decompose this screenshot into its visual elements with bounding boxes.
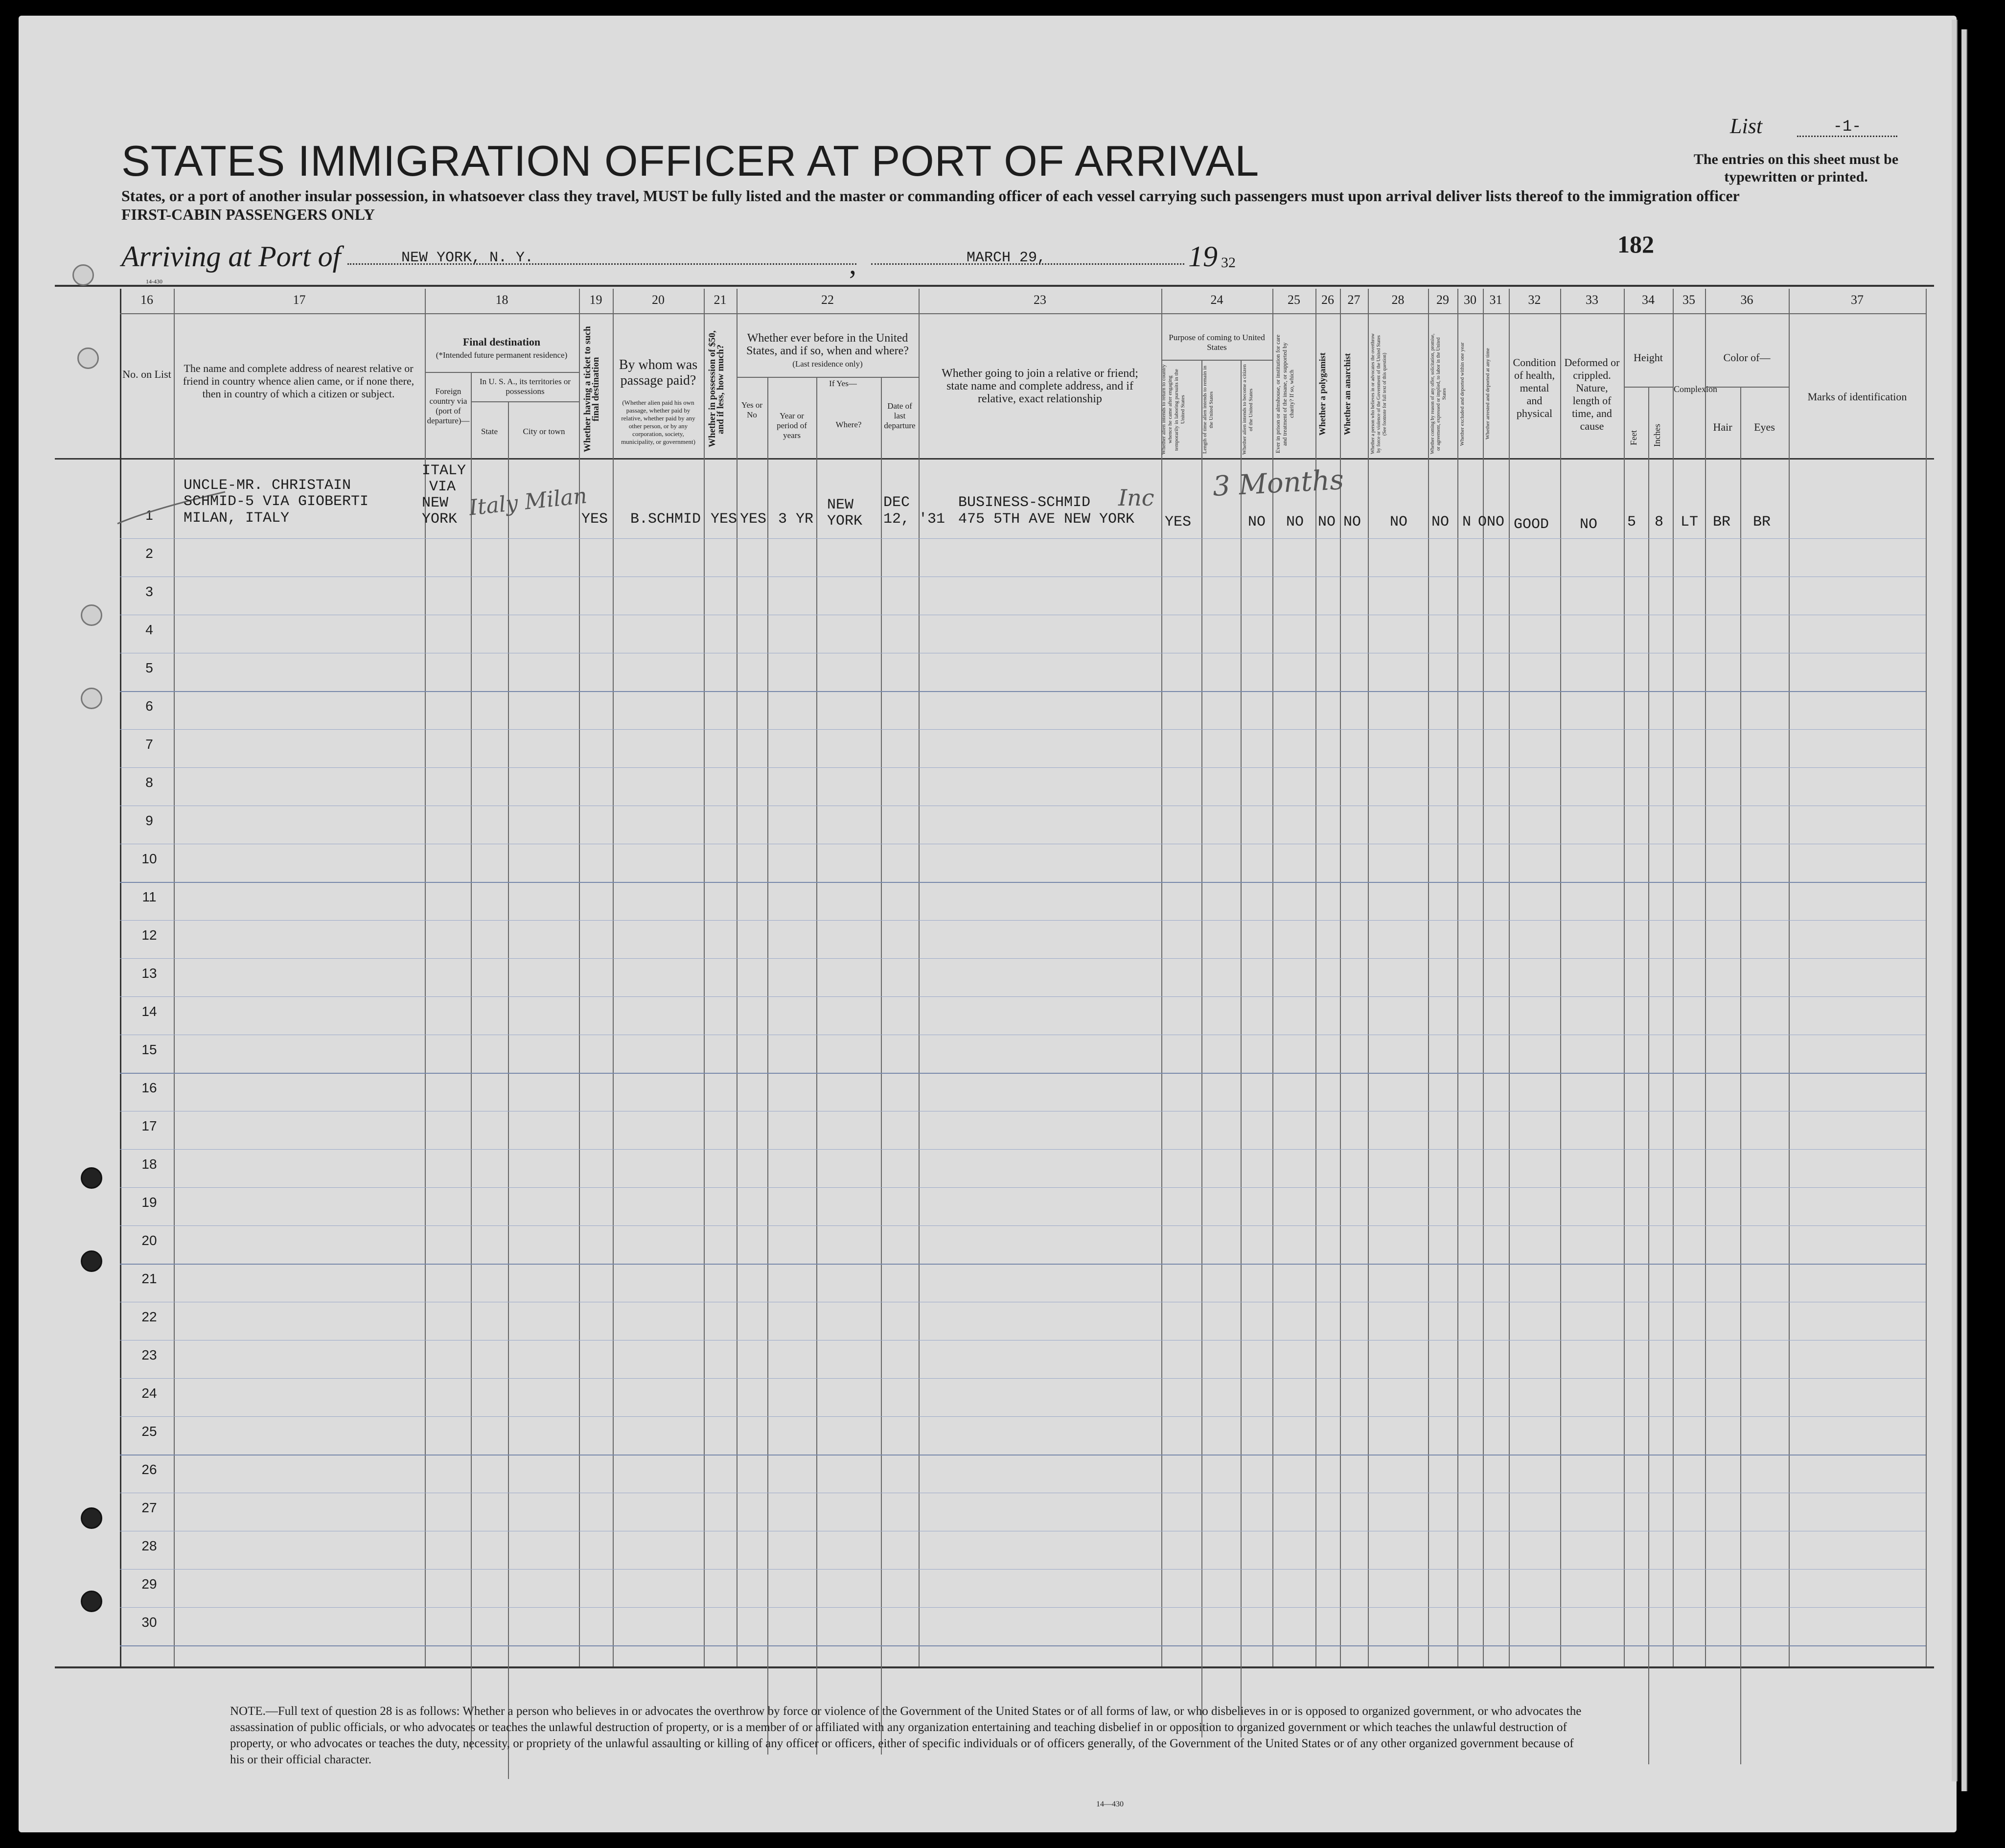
row-number: 2 (145, 546, 153, 561)
row-rule (120, 1225, 1926, 1226)
column-line (1926, 289, 1927, 1666)
header-hair: Hair (1713, 421, 1732, 433)
year-suffix: 32 (1221, 254, 1236, 271)
column-line (1648, 387, 1649, 1764)
header-height: Height (1634, 351, 1663, 364)
row-rule (120, 1073, 1926, 1074)
row-number: 23 (141, 1347, 157, 1363)
relative-address-city: MILAN, ITALY (184, 510, 290, 527)
row-number: 27 (141, 1500, 157, 1515)
header-city: City or town (523, 427, 565, 436)
row-number: 9 (145, 813, 153, 828)
row-rule (120, 1378, 1926, 1379)
table-top-rule (55, 285, 1934, 287)
before-where-1: NEW (827, 497, 854, 513)
header-final-destination-sub: (*Intended future permanent residence) (436, 350, 568, 360)
col-num-27: 27 (1347, 293, 1360, 307)
arrival-date: MARCH 29, (967, 250, 1046, 266)
arriving-label: Arriving at Port of (121, 240, 341, 273)
col-num-36: 36 (1740, 293, 1753, 307)
row-number: 25 (141, 1424, 157, 1439)
footnote: NOTE.—Full text of question 28 is as follows: Whether a person who believes in or advocates the overthrow by force or violence of the Government of the United States or of all forms of law, or who disbelieves in or is opposed to organized government, or who advocates the assassination of public officials, or who advocates or teaches the unlawful destruction of property, or is a member of or affiliated with any organization entertaining and teaching disbelief in or opposition to organized government or which teaches the unlawful destruction of property, or who advocates or teaches the duty, necessity, or propriety of the unlawful assaulting or killing of any officer or officers, either of specific individuals or of officers generally, of the Government of the United States or of any other organized government because of his or their official character. (230, 1705, 1582, 1766)
header-eyes: Eyes (1754, 421, 1775, 433)
list-label: List (1730, 114, 1763, 138)
header-complexion: Complexion (1674, 384, 1717, 394)
fifty-dollars-value: YES (711, 511, 737, 528)
header-going-to-join: Whether going to join a relative or friend; state name and complete address, and if relative, exact relationship (942, 367, 1138, 405)
row-number: 5 (145, 660, 153, 675)
form-code-top: 14-430 (146, 278, 162, 285)
header-return-intent: Whether alien intends to return to country whence he came after engaging temporarily in laboring pursuits in the United States (1161, 364, 1186, 455)
col-num-33: 33 (1586, 293, 1598, 307)
header-labor-offer: Whether coming by reason of any offer, solicitation, promise, or agreement, expressed or implied, to labor in the United States (1430, 333, 1447, 455)
inches-value: 8 (1655, 514, 1664, 531)
class-line: FIRST-CABIN PASSENGERS ONLY (121, 206, 375, 223)
column-line (1428, 289, 1429, 1666)
header-in-usa: In U. S. A., its territories or possessions (479, 377, 571, 396)
overthrow-value: NO (1390, 514, 1408, 531)
row-rule (120, 958, 1926, 959)
header-feet: Feet (1629, 430, 1638, 446)
row-number: 10 (141, 851, 157, 866)
row-number: 3 (145, 584, 153, 599)
column-line (919, 289, 920, 1666)
column-line (471, 372, 472, 1750)
row-number: 30 (141, 1615, 157, 1630)
deformed-value: NO (1580, 516, 1598, 533)
row-rule (120, 729, 1926, 730)
header-sub-rule (737, 377, 919, 378)
header-before-in-us-sub: (Last residence only) (792, 359, 863, 369)
column-line (1509, 289, 1510, 1666)
header-date-departure: Date of last departure (884, 401, 916, 430)
passage-paid-value: B.SCHMID (630, 511, 701, 528)
foreign-country: ITALY (422, 462, 466, 479)
row-number: 29 (141, 1576, 157, 1592)
column-line (1740, 387, 1741, 1764)
state-handwritten: Italy Milan (467, 483, 588, 521)
binder-hole (81, 1167, 102, 1189)
row-rule (120, 920, 1926, 921)
before-yes-no: YES (740, 511, 767, 528)
header-ticket: Whether having a ticket to such final destination (582, 326, 601, 452)
header-year-period: Year or period of years (777, 411, 807, 440)
binder-hole (81, 1507, 102, 1529)
comma: , (849, 248, 856, 280)
col-num-17: 17 (293, 293, 306, 307)
header-health: Condition of health, mental and physical (1513, 356, 1556, 419)
col-num-16: 16 (140, 293, 153, 307)
column-line (1560, 289, 1561, 1666)
binder-hole (81, 1591, 102, 1612)
entries-note: The entries on this sheet must be typewritten or printed. (1693, 151, 1899, 185)
col-num-37: 37 (1851, 293, 1864, 307)
column-line (704, 289, 705, 1666)
header-foreign-country: Foreign country via (port of departure)— (427, 387, 470, 425)
header-sub-rule (471, 401, 579, 402)
header-fifty-dollars: Whether in possession of $50, and if less, how much? (707, 330, 726, 448)
header-yes-or-no: Yes or No (741, 400, 763, 419)
col-num-24: 24 (1210, 293, 1223, 307)
row-number: 24 (141, 1386, 157, 1401)
header-arrested: Whether arrested and deported at any time (1485, 348, 1491, 440)
binder-hole (81, 688, 102, 709)
row-rule (120, 767, 1926, 768)
return-value: YES (1165, 514, 1192, 531)
complexion-value: LT (1681, 514, 1699, 531)
eyes-value: BR (1753, 514, 1771, 531)
column-line (1624, 289, 1625, 1666)
row-number: 21 (141, 1271, 157, 1286)
row-number: 26 (141, 1462, 157, 1477)
sheet-number: 182 (1617, 231, 1654, 258)
row-number: 12 (141, 927, 157, 943)
header-become-citizen: Whether alien intends to become a citizen of the United States (1242, 364, 1254, 455)
row-number: 17 (141, 1118, 157, 1133)
column-line (816, 377, 817, 1755)
binder-hole (72, 264, 94, 286)
header-final-destination: Final destination (462, 336, 541, 348)
row-number: 8 (145, 775, 153, 790)
col-num-19: 19 (589, 293, 602, 307)
manifest-page (19, 16, 1957, 1832)
header-before-in-us: Whether ever before in the United States, and if so, when and where? (746, 332, 909, 357)
row-number: 22 (141, 1309, 157, 1324)
header-passage-paid-sub: (Whether alien paid his own passage, whether paid by relative, whether paid by any other person, or by any corporation, society, municipality, or government) (621, 399, 695, 445)
col-num-23: 23 (1034, 293, 1046, 307)
before-date-2: 12, '31 (883, 511, 945, 528)
row-rule (120, 1264, 1926, 1265)
header-state: State (481, 427, 498, 436)
header-purpose: Purpose of coming to United States (1169, 333, 1265, 352)
header-marks: Marks of identification (1807, 391, 1907, 403)
col-num-21: 21 (714, 293, 727, 307)
column-line (1161, 289, 1162, 1666)
row-number: 6 (145, 698, 153, 714)
header-prison: Ever in prison or almshouse, or institution for care and treatment of the insane, or supported by charity? If so, which (1274, 334, 1295, 454)
relative-name: UNCLE-MR. CHRISTAIN (184, 477, 351, 494)
column-line (1673, 289, 1674, 1666)
column-number-rule (120, 313, 1926, 314)
column-line (508, 401, 509, 1779)
header-inches: Inches (1652, 424, 1662, 447)
header-deformed: Deformed or crippled. Nature, length of time, and cause (1564, 356, 1620, 432)
column-line (1789, 289, 1790, 1666)
header-no-on-list: No. on List (122, 368, 171, 380)
footer-form-code: 14—430 (1096, 1800, 1124, 1808)
foreign-port-2: YORK (422, 511, 458, 528)
health-value: GOOD (1514, 516, 1549, 533)
header-anarchist: Whether an anarchist (1342, 353, 1352, 435)
arrested-value: ONO (1478, 514, 1505, 531)
column-line (1705, 289, 1706, 1666)
row-rule (120, 538, 1926, 539)
header-length-of-stay: Length of time alien intends to remain in the United States (1202, 366, 1214, 454)
relative-address-street: SCHMID-5 VIA GIOBERTI (184, 493, 369, 510)
row-number: 16 (141, 1080, 157, 1095)
before-where-2: YORK (827, 513, 863, 530)
binder-hole (81, 1250, 102, 1272)
col-num-20: 20 (652, 293, 665, 307)
foreign-via: VIA (429, 479, 456, 495)
year-prefix: 19 (1188, 240, 1218, 273)
col-num-32: 32 (1528, 293, 1541, 307)
before-years: 3 YR (778, 511, 814, 528)
row-number: 7 (145, 737, 153, 752)
row-number: 28 (141, 1538, 157, 1553)
col-num-18: 18 (495, 293, 508, 307)
row-number: 4 (145, 622, 153, 637)
col-num-35: 35 (1682, 293, 1695, 307)
col-num-31: 31 (1489, 293, 1502, 307)
join-business: BUSINESS-SCHMID (958, 494, 1091, 511)
row-number: 19 (141, 1195, 157, 1210)
join-address: 475 5TH AVE NEW YORK (958, 511, 1135, 528)
col-num-22: 22 (821, 293, 834, 307)
table-bottom-rule (55, 1666, 1934, 1668)
header-if-yes: If Yes— (829, 379, 857, 388)
join-handwritten: Inc (1118, 485, 1154, 511)
ticket-value: YES (581, 511, 608, 528)
column-line (613, 289, 614, 1666)
foreign-port-1: NEW (422, 495, 449, 511)
header-passage-paid: By whom was passage paid? (619, 357, 698, 388)
row-number: 11 (142, 889, 157, 904)
col-num-28: 28 (1391, 293, 1405, 307)
row-rule (120, 1416, 1926, 1417)
header-excluded: Whether excluded and deported within one year (1459, 342, 1465, 446)
header-relative-address: The name and complete address of nearest relative or friend in country whence alien came, or if none there, then in country of which a citizen or subject. (183, 362, 415, 400)
list-number: -1- (1797, 117, 1897, 137)
row-rule (120, 691, 1926, 692)
instructions: States, or a port of another insular possession, in whatsoever class they travel, MUST be fully listed and the master or commanding officer of each vessel carrying such passengers must upon arrival deliver lists thereof to the immigration officer (121, 187, 1740, 205)
row-number: 18 (141, 1156, 157, 1172)
col-num-25: 25 (1288, 293, 1300, 307)
length-handwritten: 3 Months (1212, 464, 1345, 503)
anarchist-value: NO (1343, 514, 1361, 531)
feet-value: 5 (1627, 514, 1636, 531)
column-line (881, 377, 882, 1755)
form-title: STATES IMMIGRATION OFFICER AT PORT OF ARRIVAL (121, 137, 1260, 185)
labor-offer-value: NO (1431, 514, 1450, 531)
row-rule (120, 1187, 1926, 1188)
port-value: NEW YORK, N. Y. (401, 250, 534, 266)
header-sub-rule (425, 372, 579, 373)
page-edge (1961, 29, 1967, 1791)
header-sub-rule (1161, 360, 1272, 361)
row-rule (120, 1607, 1926, 1608)
column-line (767, 377, 768, 1755)
col-num-34: 34 (1642, 293, 1655, 307)
row-rule (120, 882, 1926, 883)
binder-hole (81, 604, 102, 626)
header-sub-rule (1624, 387, 1673, 388)
binder-hole (77, 347, 99, 369)
col-num-30: 30 (1464, 293, 1476, 307)
row-number: 15 (141, 1042, 157, 1057)
row-number: 13 (141, 966, 157, 981)
row-number: 1 (145, 508, 153, 523)
prison-value: NO (1286, 514, 1304, 531)
row-rule (120, 1569, 1926, 1570)
row-number: 14 (141, 1004, 157, 1019)
row-number: 20 (141, 1233, 157, 1248)
header-color-of: Color of— (1723, 351, 1771, 364)
header-polygamist: Whether a polygamist (1317, 352, 1327, 436)
header-overthrow: Whether a person who believes in or advocates the overthrow by force or violence of the Government of the United States (See footnote for full text of this question) (1370, 333, 1387, 455)
row-rule (120, 996, 1926, 997)
before-date-1: DEC (883, 494, 910, 511)
header-sub-rule (1705, 387, 1789, 388)
excluded-value: N (1462, 514, 1472, 531)
column-line (1483, 289, 1484, 1666)
column-line (1368, 289, 1369, 1666)
citizen-value: NO (1248, 514, 1266, 531)
column-line (1457, 289, 1458, 1666)
col-num-26: 26 (1321, 293, 1334, 307)
header-where: Where? (835, 420, 862, 429)
header-bottom-rule (55, 458, 1934, 460)
row-rule (120, 1149, 1926, 1150)
col-num-29: 29 (1436, 293, 1449, 307)
row-rule (120, 1645, 1926, 1646)
page-edge (1952, 20, 1958, 1781)
hair-value: BR (1713, 514, 1731, 531)
polygamist-value: NO (1318, 514, 1336, 531)
